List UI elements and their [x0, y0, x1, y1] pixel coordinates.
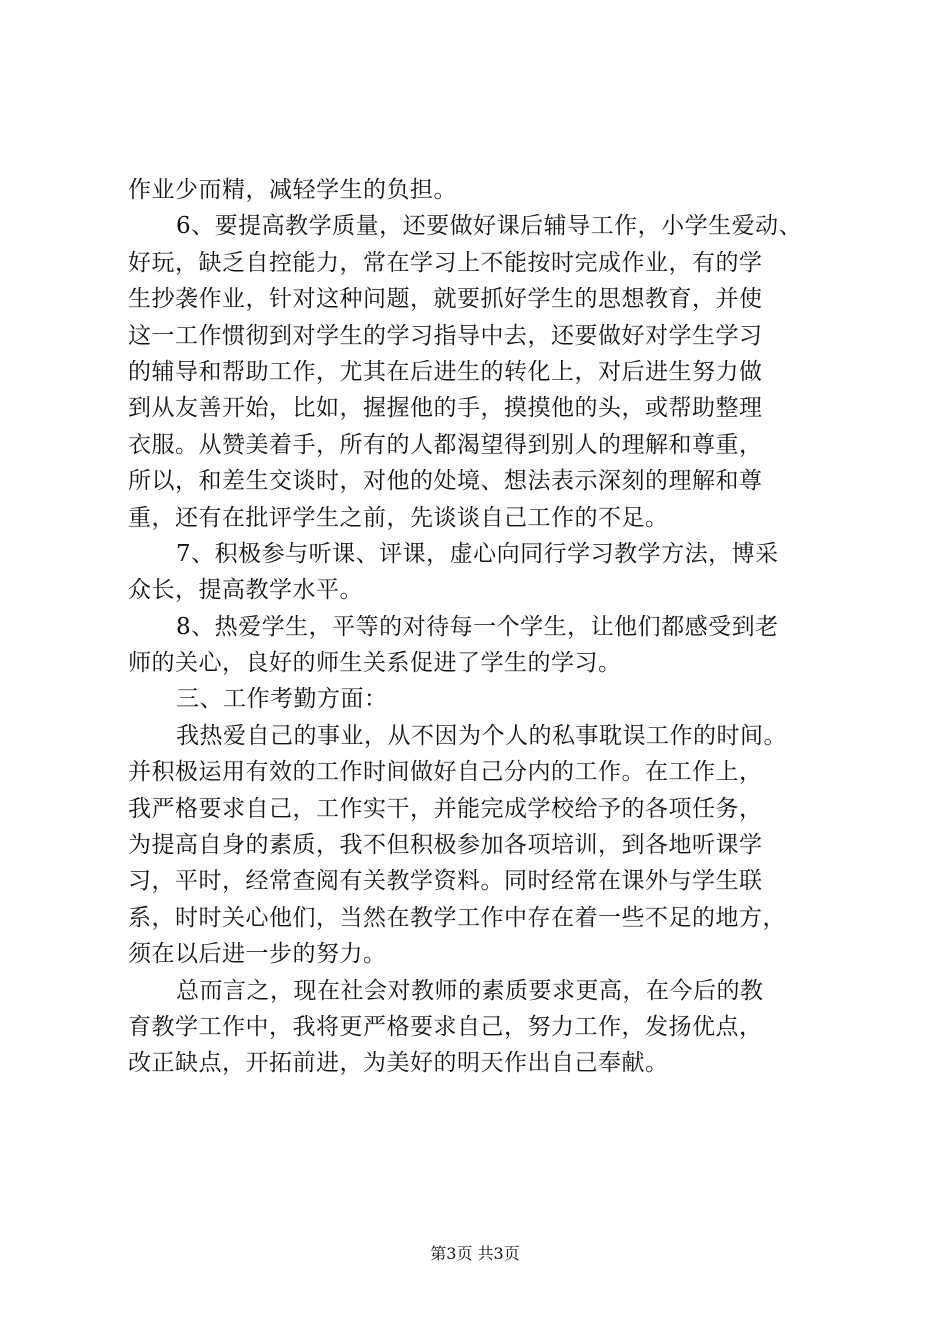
text-line: 这一工作惯彻到对学生的学习指导中去，还要做好对学生学习 — [128, 322, 763, 349]
text-line: 我热爱自己的事业，从不因为个人的私事耽误工作的时间。 — [176, 722, 787, 749]
document-body — [128, 172, 832, 1082]
text-line: 8、热爱学生，平等的对待每一个学生，让他们都感受到老 — [176, 613, 779, 640]
text-line: 师的关心，良好的师生关系促进了学生的学习。 — [128, 650, 622, 677]
text-line: 并积极运用有效的工作时间做好自己分内的工作。在工作上， — [128, 759, 763, 786]
text-line: 习，平时，经常查阅有关教学资料。同时经常在课外与学生联 — [128, 868, 763, 895]
text-line: 重，还有在批评学生之前，先谈谈自己工作的不足。 — [128, 504, 669, 531]
text-line: 作业少而精，减轻学生的负担。 — [128, 177, 457, 203]
text-line: 三、工作考勤方面： — [176, 686, 388, 713]
text-line: 系，时时关心他们，当然在教学工作中存在着一些不足的地方， — [128, 904, 786, 931]
text-line: 育教学工作中，我将更严格要求自己，努力工作，发扬优点， — [128, 1013, 763, 1040]
text-line: 7、积极参与听课、评课，虚心向同行学习教学方法，博采 — [176, 540, 779, 567]
text-line: 到从友善开始，比如，握握他的手，摸摸他的头，或帮助整理 — [128, 395, 763, 422]
text-line: 改正缺点，开拓前进，为美好的明天作出自己奉献。 — [128, 1050, 669, 1077]
text-line: 所以，和差生交谈时，对他的处境、想法表示深刻的理解和尊 — [128, 468, 763, 495]
text-line: 须在以后进一步的努力。 — [128, 941, 387, 968]
text-line: 的辅导和帮助工作，尤其在后进生的转化上，对后进生努力做 — [128, 358, 763, 385]
text-line: 总而言之，现在社会对教师的素质要求更高，在今后的教 — [176, 977, 764, 1004]
text-line: 众长，提高教学水平。 — [128, 577, 363, 604]
text-line: 我严格要求自己，工作实干，并能完成学校给予的各项任务， — [128, 795, 763, 822]
text-line: 好玩，缺乏自控能力，常在学习上不能按时完成作业，有的学 — [128, 249, 763, 276]
text-line: 生抄袭作业，针对这种问题，就要抓好学生的思想教育，并使 — [128, 286, 763, 313]
text-line: 衣服。从赞美着手，所有的人都渴望得到别人的理解和尊重， — [128, 431, 763, 458]
text-line: 为提高自身的素质，我不但积极参加各项培训，到各地听课学 — [128, 832, 763, 859]
text-line: 6、要提高教学质量，还要做好课后辅导工作，小学生爱动、 — [176, 213, 803, 240]
page-footer: 第3页 共3页 — [430, 1244, 520, 1263]
